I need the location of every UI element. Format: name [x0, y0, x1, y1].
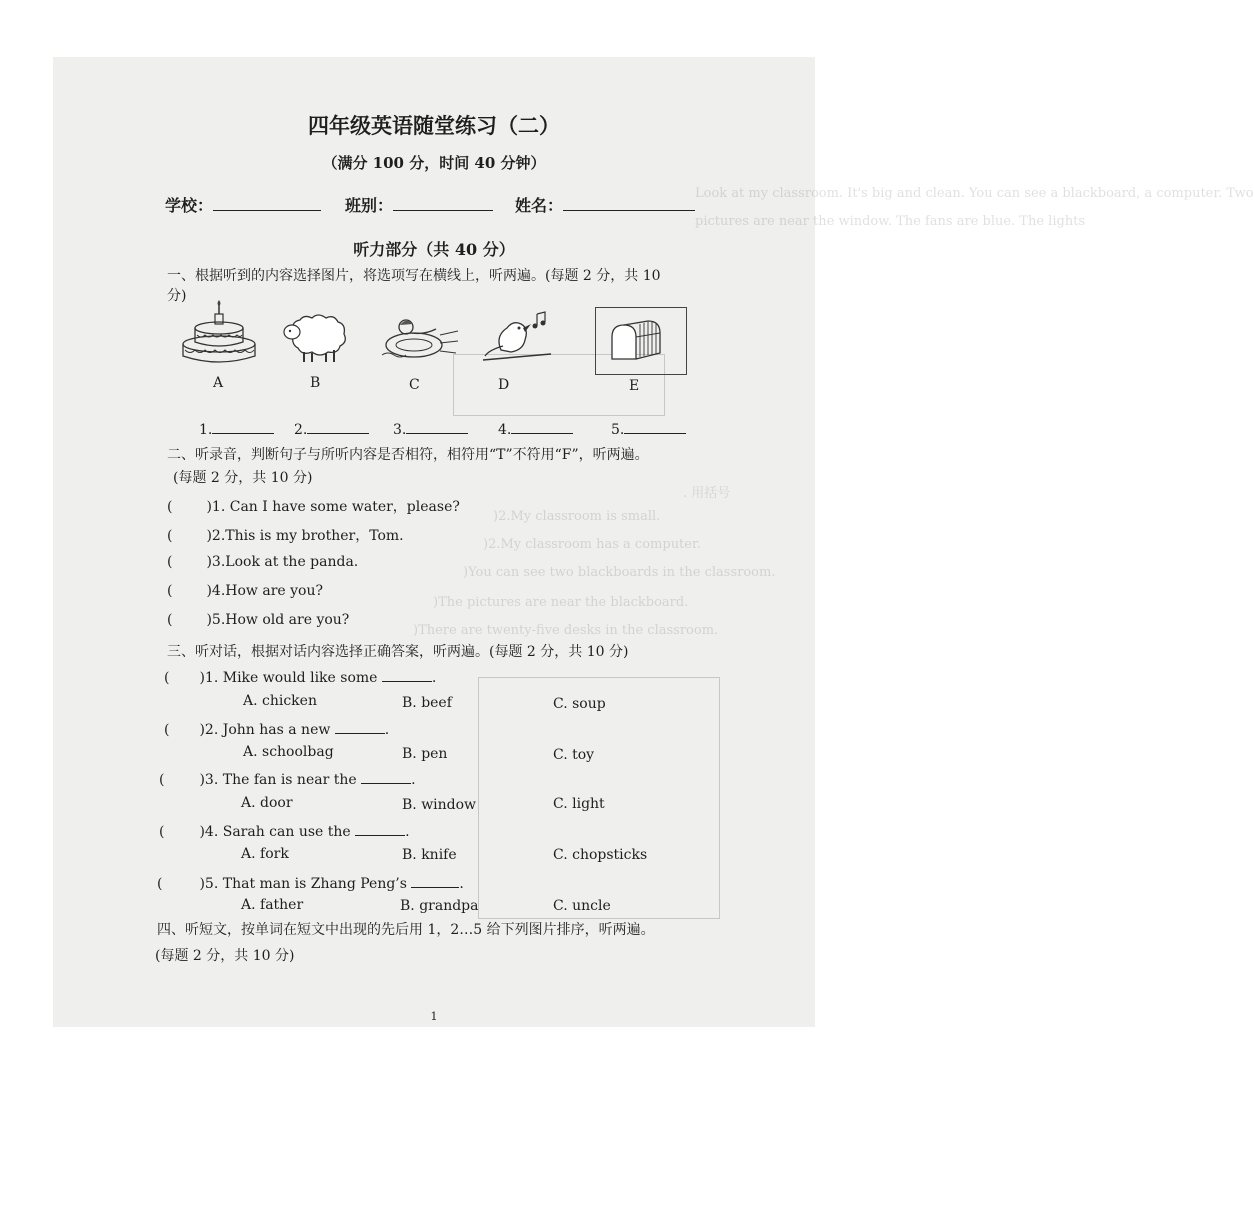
- picture-letter: B: [310, 375, 321, 391]
- mc-question[interactable]: ( )3. The fan is near the .: [159, 769, 416, 788]
- option-c[interactable]: C. uncle: [553, 898, 611, 914]
- bleed-through: )2.My classroom has a computer.: [483, 537, 701, 552]
- option-b[interactable]: B. grandpa: [400, 898, 479, 914]
- class-blank[interactable]: [393, 196, 493, 211]
- worksheet-page: [53, 57, 1254, 1027]
- option-a[interactable]: A. fork: [241, 846, 289, 862]
- option-b[interactable]: B. knife: [402, 847, 457, 863]
- page-number: 1: [430, 1010, 438, 1023]
- page-title: 四年级英语随堂练习（二）: [308, 113, 560, 138]
- picture-letter: A: [213, 375, 224, 391]
- answer-2[interactable]: 2.: [294, 419, 369, 438]
- option-a[interactable]: A. chicken: [243, 693, 317, 709]
- class-field[interactable]: [345, 193, 493, 216]
- picture-letter: C: [409, 377, 420, 393]
- bread-icon: [608, 319, 672, 363]
- mc-question[interactable]: ( )2. John has a new .: [164, 719, 389, 738]
- picture-letter: D: [498, 377, 510, 393]
- listening-part-title: 听力部分（共 40 分）: [353, 240, 515, 259]
- option-a[interactable]: A. schoolbag: [243, 744, 334, 760]
- mc-question[interactable]: ( )4. Sarah can use the .: [159, 821, 410, 840]
- option-b[interactable]: B. pen: [402, 746, 448, 762]
- option-c[interactable]: C. chopsticks: [553, 847, 648, 863]
- mc-question[interactable]: ( )1. Mike would like some .: [164, 667, 436, 686]
- name-blank[interactable]: [563, 196, 695, 211]
- option-a[interactable]: A. door: [241, 795, 293, 811]
- singing-bird-icon: [481, 310, 561, 368]
- option-b[interactable]: B. beef: [402, 695, 452, 711]
- name-field[interactable]: [515, 193, 695, 216]
- option-c[interactable]: C. soup: [553, 696, 606, 712]
- bleed-through: Look at my classroom. It's big and clean. You can see a blackboard, a computer. Two: [695, 186, 1254, 201]
- school-field[interactable]: [165, 193, 321, 216]
- answer-3[interactable]: 3.: [393, 419, 468, 438]
- answer-4[interactable]: 4.: [498, 419, 573, 438]
- picture-letter: E: [629, 378, 640, 394]
- section3-instruction: 三、听对话，根据对话内容选择正确答案，听两遍。(每题 2 分，共 10 分): [167, 644, 629, 660]
- page-subtitle: （满分 100 分，时间 40 分钟）: [322, 154, 546, 172]
- section4-instruction-cont: (每题 2 分，共 10 分): [155, 948, 295, 964]
- tf-item[interactable]: ( )2.This is my brother，Tom.: [167, 528, 404, 544]
- tf-item[interactable]: ( )3.Look at the panda.: [167, 554, 359, 570]
- section1-instruction: 一、根据听到的内容选择图片，将选项写在横线上，听两遍。(每题 2 分，共 10: [167, 268, 661, 284]
- section2-instruction: 二、听录音，判断句子与所听内容是否相符，相符用“T”不符用“F”，听两遍。: [167, 447, 649, 463]
- option-b[interactable]: B. window: [402, 797, 477, 813]
- section1-instruction-cont: 分): [167, 288, 187, 304]
- bleed-through: )You can see two blackboards in the classroom.: [463, 565, 776, 580]
- bleed-through: )The pictures are near the blackboard.: [433, 595, 689, 610]
- tf-item[interactable]: ( )5.How old are you?: [167, 612, 350, 628]
- school-blank[interactable]: [213, 196, 321, 211]
- section4-instruction: 四、听短文，按单词在短文中出现的先后用 1，2…5 给下列图片排序，听两遍。: [157, 922, 655, 938]
- tf-item[interactable]: ( )4.How are you?: [167, 583, 323, 599]
- birthday-cake-icon: [179, 300, 259, 366]
- answer-1[interactable]: 1.: [199, 419, 274, 438]
- tf-item[interactable]: ( )1. Can I have some water，please?: [167, 499, 460, 515]
- mc-question[interactable]: ( )5. That man is Zhang Peng’s .: [157, 873, 464, 892]
- option-c[interactable]: C. light: [553, 796, 605, 812]
- answer-5[interactable]: 5.: [611, 419, 686, 438]
- bleed-through: )2.My classroom is small.: [493, 509, 661, 524]
- swimmer-icon: [380, 315, 460, 365]
- sheep-icon: [282, 312, 352, 364]
- name-label: 姓名：: [515, 196, 564, 215]
- bleed-through: . 用括号: [683, 486, 731, 501]
- option-c[interactable]: C. toy: [553, 747, 595, 763]
- option-a[interactable]: A. father: [241, 897, 304, 913]
- class-label: 班别：: [345, 196, 394, 215]
- bleed-through: )There are twenty-five desks in the classroom.: [413, 623, 719, 638]
- school-label: 学校：: [165, 196, 214, 215]
- bleed-through: pictures are near the window. The fans are blue. The lights: [695, 214, 1086, 229]
- section2-instruction-cont: (每题 2 分，共 10 分): [173, 470, 313, 486]
